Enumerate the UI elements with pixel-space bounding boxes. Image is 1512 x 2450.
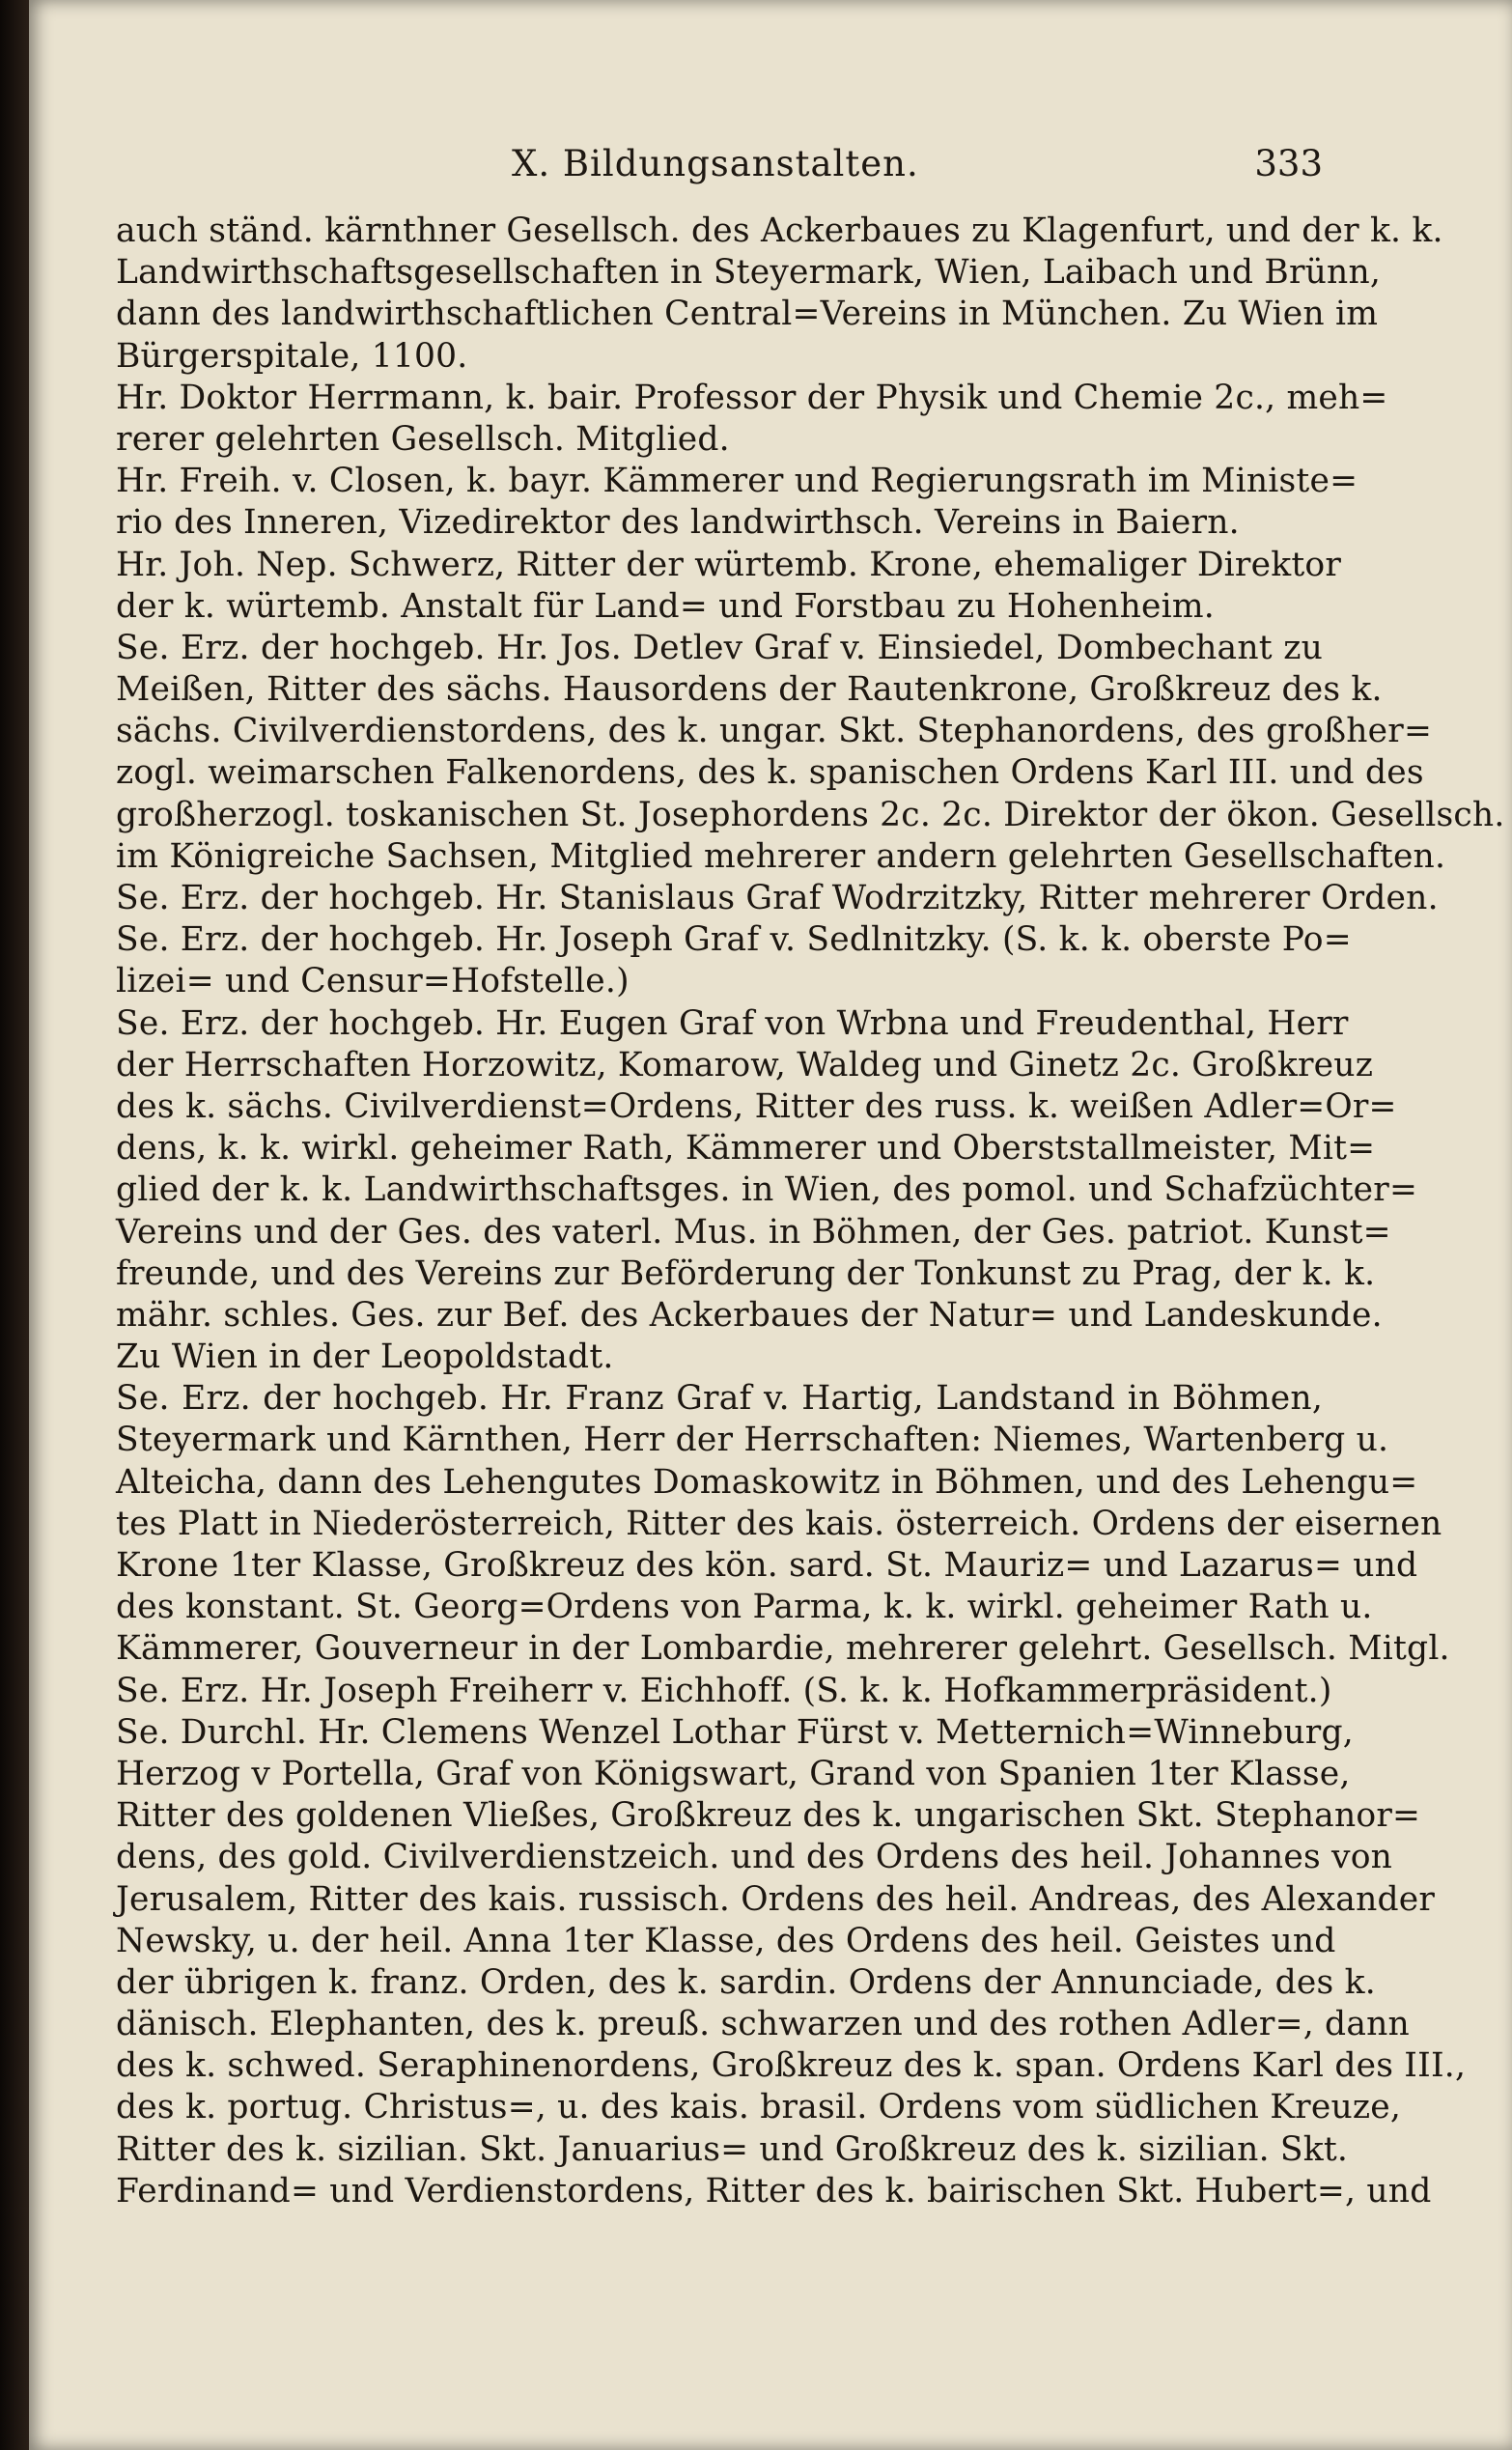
text-line: tes Platt in Niederösterreich, Ritter des kais. österreich. Ordens der eisernen [116, 1504, 1442, 1543]
text-line: Alteicha, dann des Lehengutes Domaskowitz in Böhmen, und des Lehengu= [116, 1462, 1418, 1502]
text-line: dänisch. Elephanten, des k. preuß. schwarzen und des rothen Adler=, dann [116, 2005, 1410, 2044]
text-line: Se. Durchl. Hr. Clemens Wenzel Lothar Fürst v. Metternich=Winneburg, [116, 1712, 1354, 1752]
text-line: Hr. Joh. Nep. Schwerz, Ritter der würtemb. Krone, ehemaliger Direktor [116, 545, 1342, 584]
text-line: rerer gelehrten Gesellsch. Mitglied. [116, 419, 730, 459]
header-title: X. Bildungsanstalten. [512, 143, 919, 184]
text-line: Se. Erz. der hochgeb. Hr. Jos. Detlev Graf v. Einsiedel, Dombechant zu [116, 628, 1323, 667]
text-line: Se. Erz. der hochgeb. Hr. Eugen Graf von Wrbna und Freudenthal, Herr [116, 1003, 1349, 1043]
text-line: Se. Erz. der hochgeb. Hr. Joseph Graf v. Sedlnitzky. (S. k. k. oberste Po= [116, 920, 1352, 960]
text-line: Bürgerspitale, 1100. [116, 336, 468, 376]
text-line: Vereins und der Ges. des vaterl. Mus. in Böhmen, der Ges. patriot. Kunst= [116, 1212, 1391, 1252]
text-line: sächs. Civilverdienstordens, des k. ungar. Skt. Stephanordens, des großher= [116, 712, 1433, 751]
text-line: auch ständ. kärnthner Gesellsch. des Ackerbaues zu Klagenfurt, und der k. k. [116, 211, 1443, 250]
page-number: 333 [1254, 143, 1323, 184]
running-header [126, 143, 1323, 182]
text-line: des k. sächs. Civilverdienst=Ordens, Ritter des russ. k. weißen Adler=Or= [116, 1086, 1397, 1126]
text-line: Se. Erz. der hochgeb. Hr. Franz Graf v. Hartig, Landstand in Böhmen, [116, 1379, 1323, 1419]
text-line: des k. portug. Christus=, u. des kais. brasil. Ordens vom südlichen Kreuze, [116, 2088, 1402, 2127]
body-text [116, 211, 1505, 2212]
text-line: Kämmerer, Gouverneur in der Lombardie, mehrerer gelehrt. Gesellsch. Mitgl. [116, 1629, 1450, 1669]
text-line: Landwirthschaftsgesellschaften in Steyermark, Wien, Laibach und Brünn, [116, 253, 1382, 293]
text-line: Herzog v Portella, Graf von Königswart, Grand von Spanien 1ter Klasse, [116, 1754, 1351, 1793]
text-line: Ritter des k. sizilian. Skt. Januarius= und Großkreuz des k. sizilian. Skt. [116, 2129, 1349, 2169]
text-line: Zu Wien in der Leopoldstadt. [116, 1338, 614, 1377]
text-line: mähr. schles. Ges. zur Bef. des Ackerbaues der Natur= und Landeskunde. [116, 1295, 1383, 1335]
text-line: Steyermark und Kärnthen, Herr der Herrschaften: Niemes, Wartenberg u. [116, 1421, 1389, 1460]
text-line: Hr. Freih. v. Closen, k. bayr. Kämmerer und Regierungsrath im Ministe= [116, 462, 1358, 501]
text-line: Jerusalem, Ritter des kais. russisch. Ordens des heil. Andreas, des Alexander [116, 1879, 1436, 1919]
text-line: dens, des gold. Civilverdienstzeich. und des Ordens des heil. Johannes von [116, 1838, 1393, 1877]
text-line: lizei= und Censur=Hofstelle.) [116, 962, 630, 1001]
text-line: freunde, und des Vereins zur Beförderung der Tonkunst zu Prag, der k. k. [116, 1253, 1376, 1293]
text-line: Newsky, u. der heil. Anna 1ter Klasse, des Ordens des heil. Geistes und [116, 1921, 1336, 1960]
book-gutter [0, 0, 29, 2450]
text-line: der k. würtemb. Anstalt für Land= und Forstbau zu Hohenheim. [116, 586, 1215, 626]
book-page [29, 0, 1512, 2450]
text-line: Krone 1ter Klasse, Großkreuz des kön. sard. St. Mauriz= und Lazarus= und [116, 1546, 1418, 1585]
text-line: rio des Inneren, Vizedirektor des landwirthsch. Vereins in Baiern. [116, 503, 1240, 543]
text-line: glied der k. k. Landwirthschaftsges. in Wien, des pomol. und Schafzüchter= [116, 1170, 1418, 1210]
text-line: zogl. weimarschen Falkenordens, des k. spanischen Ordens Karl III. und des [116, 753, 1424, 793]
text-line: der übrigen k. franz. Orden, des k. sardin. Ordens der Annunciade, des k. [116, 1962, 1376, 2002]
text-line: Meißen, Ritter des sächs. Hausordens der Rautenkrone, Großkreuz des k. [116, 670, 1383, 710]
text-line: Ferdinand= und Verdienstordens, Ritter des k. bairischen Skt. Hubert=, und [116, 2171, 1432, 2211]
text-line: der Herrschaften Horzowitz, Komarow, Waldeg und Ginetz 2c. Großkreuz [116, 1045, 1374, 1084]
text-line: Ritter des goldenen Vließes, Großkreuz des k. ungarischen Skt. Stephanor= [116, 1796, 1421, 1836]
text-line: des konstant. St. Georg=Ordens von Parma, k. k. wirkl. geheimer Rath u. [116, 1588, 1373, 1627]
text-line: im Königreiche Sachsen, Mitglied mehrerer andern gelehrten Gesellschaften. [116, 836, 1446, 876]
text-line: des k. schwed. Seraphinenordens, Großkreuz des k. span. Ordens Karl des III., [116, 2046, 1467, 2086]
text-line: Se. Erz. der hochgeb. Hr. Stanislaus Graf Wodrzitzky, Ritter mehrerer Orden. [116, 879, 1439, 917]
text-line: großherzogl. toskanischen St. Josephordens 2c. 2c. Direktor der ökon. Gesellsch. [116, 795, 1505, 834]
text-line: Se. Erz. Hr. Joseph Freiherr v. Eichhoff. (S. k. k. Hofkammerpräsident.) [116, 1671, 1332, 1710]
text-line: dann des landwirthschaftlichen Central=Vereins in München. Zu Wien im [116, 295, 1379, 334]
text-line: Hr. Doktor Herrmann, k. bair. Professor der Physik und Chemie 2c., meh= [116, 378, 1388, 417]
text-line: dens, k. k. wirkl. geheimer Rath, Kämmerer und Oberststallmeister, Mit= [116, 1129, 1376, 1169]
